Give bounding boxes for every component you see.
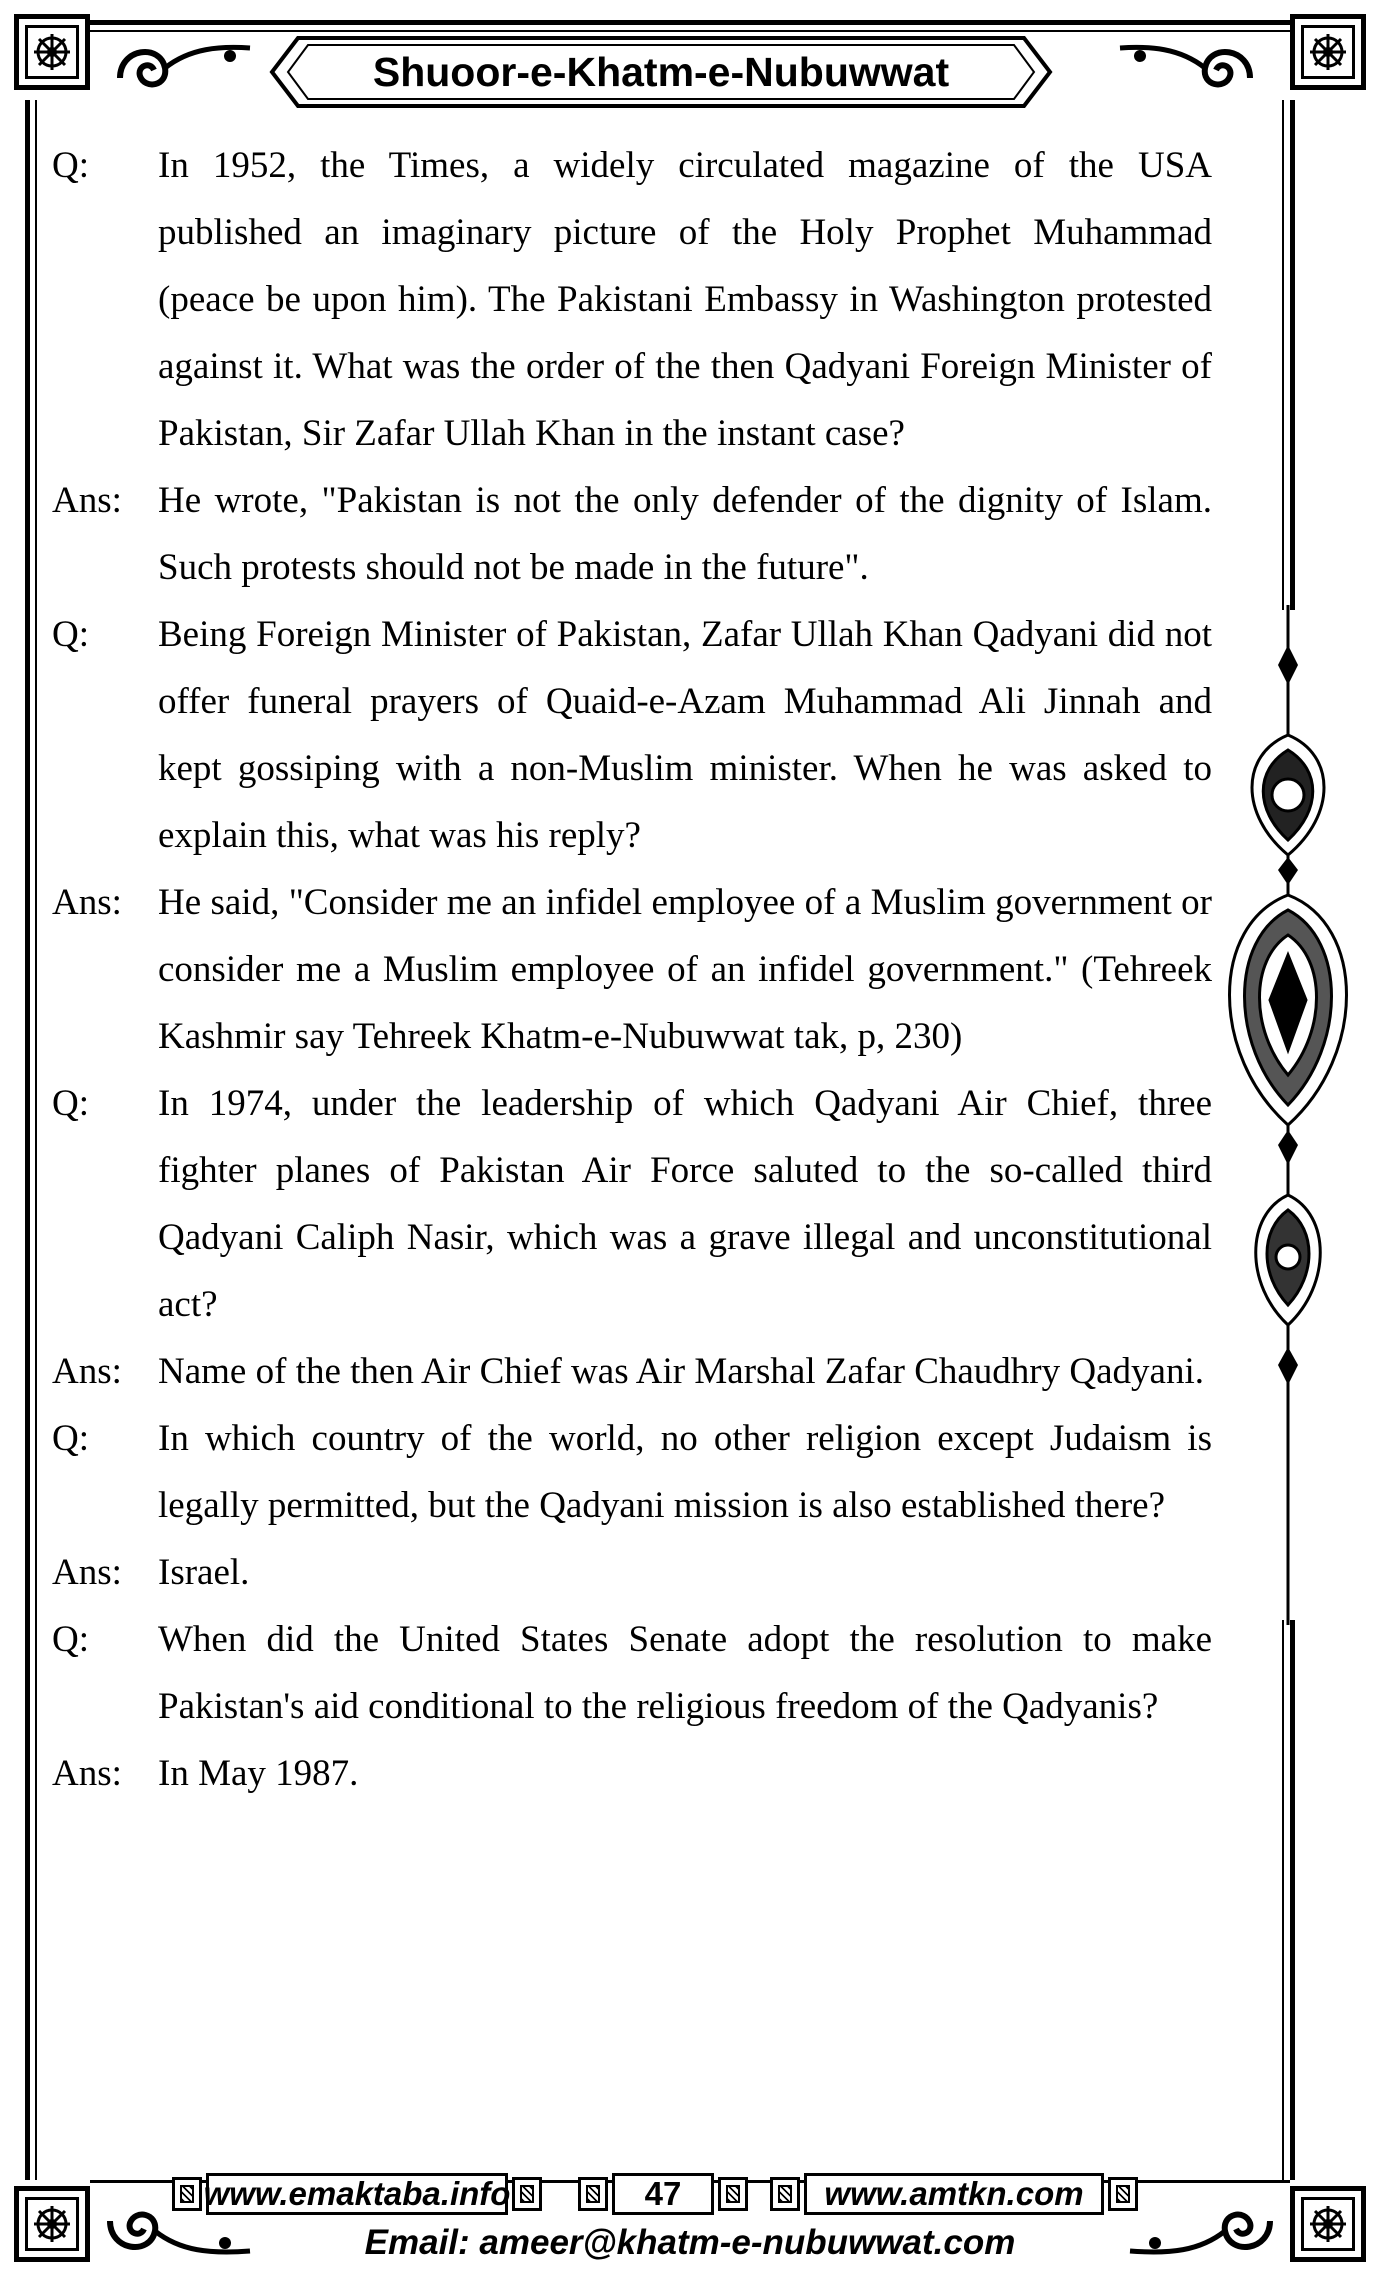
answer-text: He said, "Consider me an infidel employee of a Muslim government or consider me a Muslim employee of an infidel government." (Tehreek Kashmir say Tehreek Khatm-e-Nubuwwat tak, p, 230) — [158, 882, 1212, 1057]
qa-item — [52, 467, 1212, 601]
side-arabesque-ornament — [1200, 605, 1380, 1625]
answer-label: Ans: — [52, 1753, 122, 1794]
corner-ornament-bottom-right — [1290, 2186, 1366, 2262]
footer-ornament-square — [1108, 2177, 1138, 2211]
qa-item — [52, 1405, 1212, 1539]
frame-left-line — [25, 100, 30, 2180]
frame-top-line — [90, 20, 1290, 25]
footer-ornament-square — [512, 2177, 542, 2211]
footer-ornament-square — [718, 2177, 748, 2211]
question-text: In which country of the world, no other religion except Judaism is legally permitted, but the Qadyani mission is also established there? — [158, 1418, 1212, 1526]
qa-item — [52, 601, 1212, 869]
scroll-ornament-top-right — [1110, 28, 1260, 98]
question-text: When did the United States Senate adopt the resolution to make Pakistan's aid conditional to the religious freedom of the Qadyanis? — [158, 1619, 1212, 1727]
qa-item — [52, 869, 1212, 1070]
question-label: Q: — [52, 1418, 89, 1459]
answer-label: Ans: — [52, 882, 122, 923]
frame-right-line-lower-inner — [1282, 1620, 1284, 2180]
question-label: Q: — [52, 1619, 89, 1660]
header-banner — [268, 32, 1054, 112]
answer-text: In May 1987. — [158, 1753, 359, 1794]
answer-text: Name of the then Air Chief was Air Marshal Zafar Chaudhry Qadyani. — [158, 1351, 1204, 1392]
answer-text: Israel. — [158, 1552, 250, 1593]
question-label: Q: — [52, 614, 89, 655]
scroll-ornament-bottom-right — [1120, 2196, 1280, 2266]
qa-list — [52, 132, 1212, 1807]
answer-text: He wrote, "Pakistan is not the only defender of the dignity of Islam. Such protests should not be made in the future". — [158, 480, 1212, 588]
footer-email[interactable]: Email: ameer@khatm-e-nubuwwat.com — [364, 2223, 1016, 2262]
corner-ornament-bottom-left — [14, 2186, 90, 2262]
footer-ornament-square — [770, 2177, 800, 2211]
question-text: In 1952, the Times, a widely circulated magazine of the USA published an imaginary picture of the Holy Prophet Muhammad (peace be upon him). The Pakistani Embassy in Washington protested against it. What was the order of the then Qadyani Foreign Minister of Pakistan, Sir Zafar Ullah Khan in the instant case? — [158, 145, 1212, 454]
scroll-ornament-top-left — [110, 28, 260, 98]
frame-right-line — [1290, 100, 1295, 610]
footer-ornament-square — [172, 2177, 202, 2211]
qa-item — [52, 1338, 1212, 1405]
question-text: Being Foreign Minister of Pakistan, Zafar Ullah Khan Qadyani did not offer funeral prayers of Quaid-e-Azam Muhammad Ali Jinnah and kept gossiping with a non-Muslim minister. When he was asked to explain this, what was his reply? — [158, 614, 1212, 856]
qa-item — [52, 132, 1212, 467]
frame-right-line-inner — [1282, 100, 1284, 610]
qa-item — [52, 1539, 1212, 1606]
answer-label: Ans: — [52, 480, 122, 521]
footer-website-right[interactable]: www.amtkn.com — [804, 2173, 1104, 2215]
answer-label: Ans: — [52, 1552, 122, 1593]
qa-item — [52, 1606, 1212, 1740]
qa-item — [52, 1740, 1212, 1807]
answer-label: Ans: — [52, 1351, 122, 1392]
page-title: Shuoor-e-Khatm-e-Nubuwwat — [372, 48, 950, 95]
qa-item — [52, 1070, 1212, 1338]
page-number: 47 — [612, 2173, 714, 2215]
question-text: In 1974, under the leadership of which Qadyani Air Chief, three fighter planes of Pakistan Air Force saluted to the so-called third Qadyani Caliph Nasir, which was a grave illegal and unconstitutional act? — [158, 1083, 1212, 1325]
question-label: Q: — [52, 145, 89, 186]
frame-right-line-lower — [1290, 1620, 1295, 2180]
footer-ornament-square — [578, 2177, 608, 2211]
corner-ornament-top-right — [1290, 14, 1366, 90]
footer-website-left[interactable]: www.emaktaba.info — [206, 2173, 508, 2215]
question-label: Q: — [52, 1083, 89, 1124]
corner-ornament-top-left — [14, 14, 90, 90]
frame-left-line-inner — [35, 100, 37, 2180]
